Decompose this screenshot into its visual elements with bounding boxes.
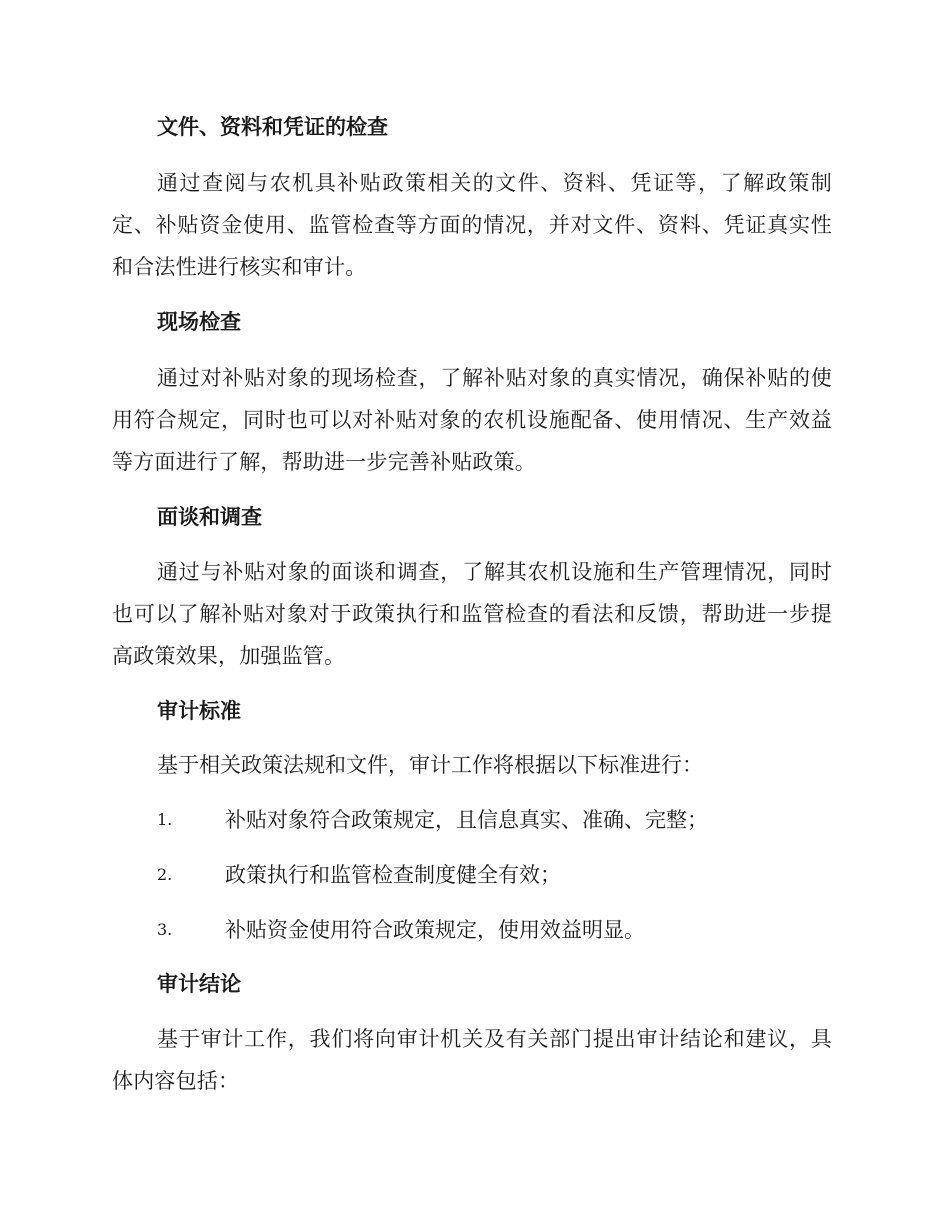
audit-conclusion-body: 基于审计工作，我们将向审计机关及有关部门提出审计结论和建议，具体内容包括： bbox=[112, 1027, 832, 1093]
section-heading-audit-conclusion: 审计结论 bbox=[157, 971, 241, 996]
list-item bbox=[157, 806, 708, 834]
section-body-interview: 通过与补贴对象的面谈和调查，了解其农机设施和生产管理情况，同时也可以了解补贴对象对于政策执行和监管检查的看法和反馈，帮助进一步提高政策效果，加强监管。 bbox=[112, 560, 832, 668]
section-heading-audit-standards: 审计标准 bbox=[157, 698, 241, 723]
list-item-text: 补贴对象符合政策规定，且信息真实、准确、完整； bbox=[225, 808, 708, 832]
audit-standards-intro: 基于相关政策法规和文件，审计工作将根据以下标准进行： bbox=[157, 753, 703, 777]
section-heading-site-inspection: 现场检查 bbox=[157, 309, 241, 334]
list-item-text: 补贴资金使用符合政策规定，使用效益明显。 bbox=[225, 918, 645, 942]
list-item-number: 3. bbox=[157, 920, 173, 939]
list-item bbox=[157, 861, 561, 889]
list-item bbox=[157, 916, 645, 944]
list-item-number: 1. bbox=[157, 810, 173, 829]
list-item-text: 政策执行和监管检查制度健全有效； bbox=[225, 863, 561, 887]
section-body-documents: 通过查阅与农机具补贴政策相关的文件、资料、凭证等，了解政策制定、补贴资金使用、监管检查等方面的情况，并对文件、资料、凭证真实性和合法性进行核实和审计。 bbox=[112, 171, 832, 279]
section-heading-documents: 文件、资料和凭证的检查 bbox=[157, 114, 388, 139]
section-body-site-inspection: 通过对补贴对象的现场检查，了解补贴对象的真实情况，确保补贴的使用符合规定，同时也可以对补贴对象的农机设施配备、使用情况、生产效益等方面进行了解，帮助进一步完善补贴政策。 bbox=[112, 366, 832, 474]
list-item-number: 2. bbox=[157, 865, 173, 884]
section-heading-interview: 面谈和调查 bbox=[157, 504, 262, 529]
